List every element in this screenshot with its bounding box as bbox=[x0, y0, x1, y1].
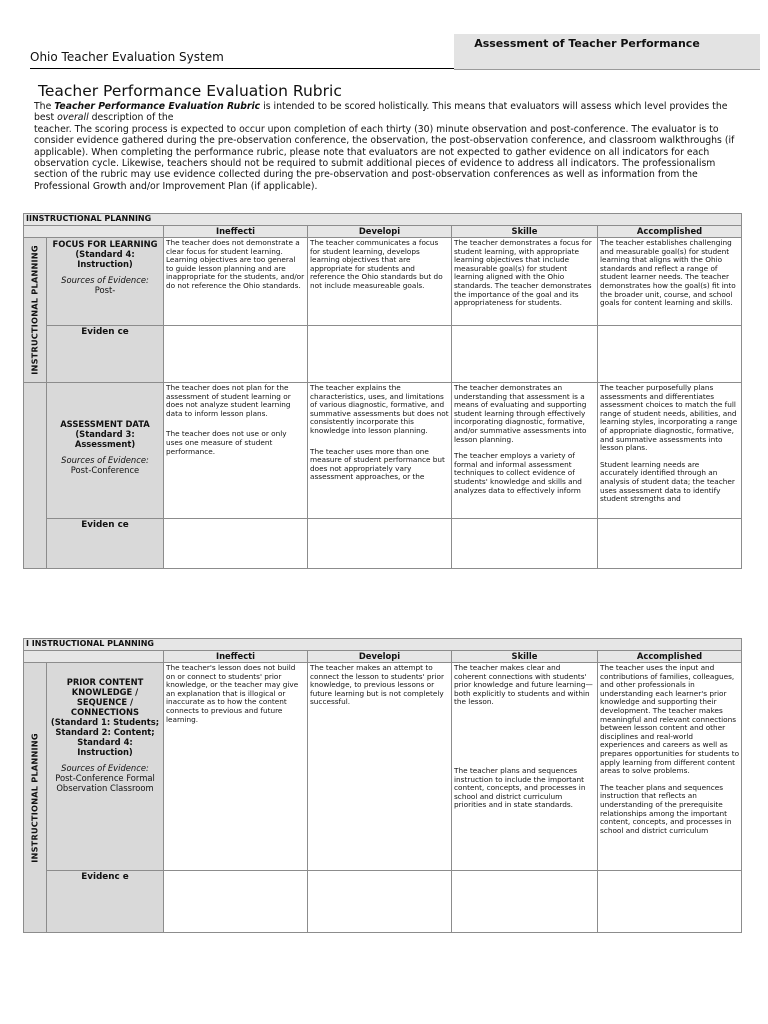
col-developing: Developi bbox=[308, 651, 452, 663]
assessment-title: Assessment of Teacher Performance bbox=[474, 37, 700, 50]
evidence-field[interactable] bbox=[452, 326, 598, 383]
cell-ineffective: The teacher does not demonstrate a clear focus for student learning. Learning objectives are too general to guide lesson planning and are inappropriate for the students, and/or do not reference the Ohio standards. bbox=[164, 238, 308, 326]
sources-label: Sources of Evidence: bbox=[61, 275, 149, 285]
evidence-field[interactable] bbox=[452, 871, 598, 933]
evidence-field[interactable] bbox=[598, 871, 742, 933]
vertical-blank bbox=[24, 383, 47, 569]
section-header: I INSTRUCTIONAL PLANNING bbox=[24, 639, 742, 651]
col-skilled: Skille bbox=[452, 651, 598, 663]
indicator-name: FOCUS FOR LEARNING (Standard 4: Instruction) bbox=[52, 239, 158, 269]
header-blank bbox=[24, 226, 164, 238]
intro-rest: teacher. The scoring process is expected to occur upon completion of each thirty (30) minute observation and post-conference. The evaluator is to consider evidence gathered during the pre-observation conference, the observation, the post-observation conference, and classroom walkthroughs (if applicable). When completing the performance rubric, please note that evaluators are not expected to gather evidence on all indicators for each observation cycle. Likewise, teachers should not be required to submit additional pieces of evidence to address all indicators. The professionalism section of the rubric may use evidence collected during the pre-observation and post-observation conferences as well as information from the Professional Growth and/or Improvement Plan (if applicable). bbox=[34, 123, 735, 192]
cell-developing: The teacher communicates a focus for student learning, develops learning objectives that are appropriate for students and reference the Ohio standards but do not include measureable goals. bbox=[308, 238, 452, 326]
sources-list: Post-Conference Formal Observation Classroom bbox=[55, 773, 155, 793]
col-developing: Developi bbox=[308, 226, 452, 238]
indicator-name: PRIOR CONTENT KNOWLEDGE / SEQUENCE / CONNECTIONS (Standard 1: Students; Standard 2: Content; Standard 4: Instruction) bbox=[50, 677, 160, 757]
intro-mid: is intended to be scored holistically. This means that evaluators will assess which level provides the best bbox=[34, 101, 728, 124]
intro-post: description of the bbox=[88, 112, 174, 124]
evidence-field[interactable] bbox=[452, 519, 598, 569]
col-accomplished: Accomplished bbox=[598, 651, 742, 663]
sources-list: Post-Conference bbox=[70, 465, 140, 475]
cell-ineffective: The teacher does not plan for the assessment of student learning or does not analyze student learning data to inform lesson plans. The teacher does not use or only uses one measure of student performance. bbox=[164, 383, 308, 519]
cell-skilled: The teacher makes clear and coherent connections with students' prior knowledge and future learning—both explicitly to students and within the lesson. The teacher plans and sequences instruction to include the important content, concepts, and processes in school and district curriculum priorities and in state standards. bbox=[452, 663, 598, 871]
cell-skilled: The teacher demonstrates a focus for student learning, with appropriate learning objectives that include measurable goal(s) for student learning aligned with the Ohio standards. The teacher demonstrates the importance of the goal and its appropriateness for students. bbox=[452, 238, 598, 326]
col-ineffective: Ineffecti bbox=[164, 226, 308, 238]
cell-ineffective: The teacher's lesson does not build on or connect to students' prior knowledge, or the teacher may give an explanation that is illogical or inaccurate as to how the content connects to previous and future learning. bbox=[164, 663, 308, 871]
evidence-field[interactable] bbox=[598, 326, 742, 383]
cell-accomplished: The teacher uses the input and contributions of families, colleagues, and other professionals in understanding each learner's prior knowledge and supporting their development. The teacher makes meaningful and relevant connections between lesson content and other disciplines and real-world experiences and careers as well as prepares opportunities for students to apply learning from different content areas to solve problems. The teacher plans and sequences instruction that reflects an understanding of the prerequisite relationships among the important content, concepts, and processes in school and district curriculum bbox=[598, 663, 742, 871]
col-ineffective: Ineffecti bbox=[164, 651, 308, 663]
intro-overall: overall bbox=[57, 112, 89, 124]
cell-accomplished: The teacher establishes challenging and measurable goal(s) for student learning that aligns with the Ohio standards and reflect a range of student learner needs. The teacher demonstrates how the goal(s) fit into the broader unit, course, and school goals for content learning and skills. bbox=[598, 238, 742, 326]
evidence-label: Evidenc e bbox=[47, 871, 164, 933]
evidence-field[interactable] bbox=[308, 871, 452, 933]
cell-skilled: The teacher demonstrates an understanding that assessment is a means of evaluating and supporting student learning through effectively incorporating diagnostic, formative, and/or summative assessments into lesson planning. The teacher employs a variety of formal and informal assessment techniques to collect evidence of students' knowledge and skills and analyzes data to effectively inform bbox=[452, 383, 598, 519]
indicator-name: ASSESSMENT DATA (Standard 3: Assessment) bbox=[60, 419, 150, 449]
header-blank bbox=[24, 651, 164, 663]
sources-label: Sources of Evidence: bbox=[61, 763, 149, 773]
col-skilled: Skille bbox=[452, 226, 598, 238]
vertical-label: INSTRUCTIONAL PLANNING bbox=[24, 663, 47, 933]
section-header: IINSTRUCTIONAL PLANNING bbox=[24, 214, 742, 226]
evidence-field[interactable] bbox=[164, 519, 308, 569]
vertical-label: INSTRUCTIONAL PLANNING bbox=[24, 238, 47, 383]
indicator-label bbox=[47, 663, 164, 871]
indicator-label bbox=[47, 383, 164, 519]
rubric-table-2 bbox=[23, 638, 742, 933]
evidence-label: Eviden ce bbox=[47, 519, 164, 569]
system-title: Ohio Teacher Evaluation System bbox=[30, 50, 224, 64]
indicator-label bbox=[47, 238, 164, 326]
evidence-field[interactable] bbox=[164, 871, 308, 933]
evidence-field[interactable] bbox=[164, 326, 308, 383]
sources-label: Sources of Evidence: bbox=[61, 455, 149, 465]
cell-developing: The teacher makes an attempt to connect the lesson to students' prior knowledge, to previous lessons or future learning but is not completely successful. bbox=[308, 663, 452, 871]
page-title: Teacher Performance Evaluation Rubric bbox=[38, 82, 342, 100]
evidence-field[interactable] bbox=[308, 326, 452, 383]
assessment-header-box bbox=[454, 34, 760, 70]
intro-rubric-name: Teacher Performance Evaluation Rubric bbox=[54, 101, 261, 112]
sources-list: Post- bbox=[94, 285, 116, 295]
intro-paragraph bbox=[34, 101, 746, 192]
intro-pre: The bbox=[34, 101, 55, 112]
evidence-label: Eviden ce bbox=[47, 326, 164, 383]
header-rule bbox=[30, 68, 455, 69]
cell-developing: The teacher explains the characteristics, uses, and limitations of various diagnostic, formative, and summative assessments but does not consistently incorporate this knowledge into lesson planning. The teacher uses more than one measure of student performance but does not appropriately vary assessment approaches, or the bbox=[308, 383, 452, 519]
cell-accomplished: The teacher purposefully plans assessments and differentiates assessment choices to match the full range of student needs, abilities, and learning styles, incorporating a range of appropriate diagnostic, formative, and summative assessments into lesson plans. Student learning needs are accurately identified through an analysis of student data; the teacher uses assessment data to identify student strengths and bbox=[598, 383, 742, 519]
rubric-table-1 bbox=[23, 213, 742, 569]
col-accomplished: Accomplished bbox=[598, 226, 742, 238]
evidence-field[interactable] bbox=[598, 519, 742, 569]
evidence-field[interactable] bbox=[308, 519, 452, 569]
